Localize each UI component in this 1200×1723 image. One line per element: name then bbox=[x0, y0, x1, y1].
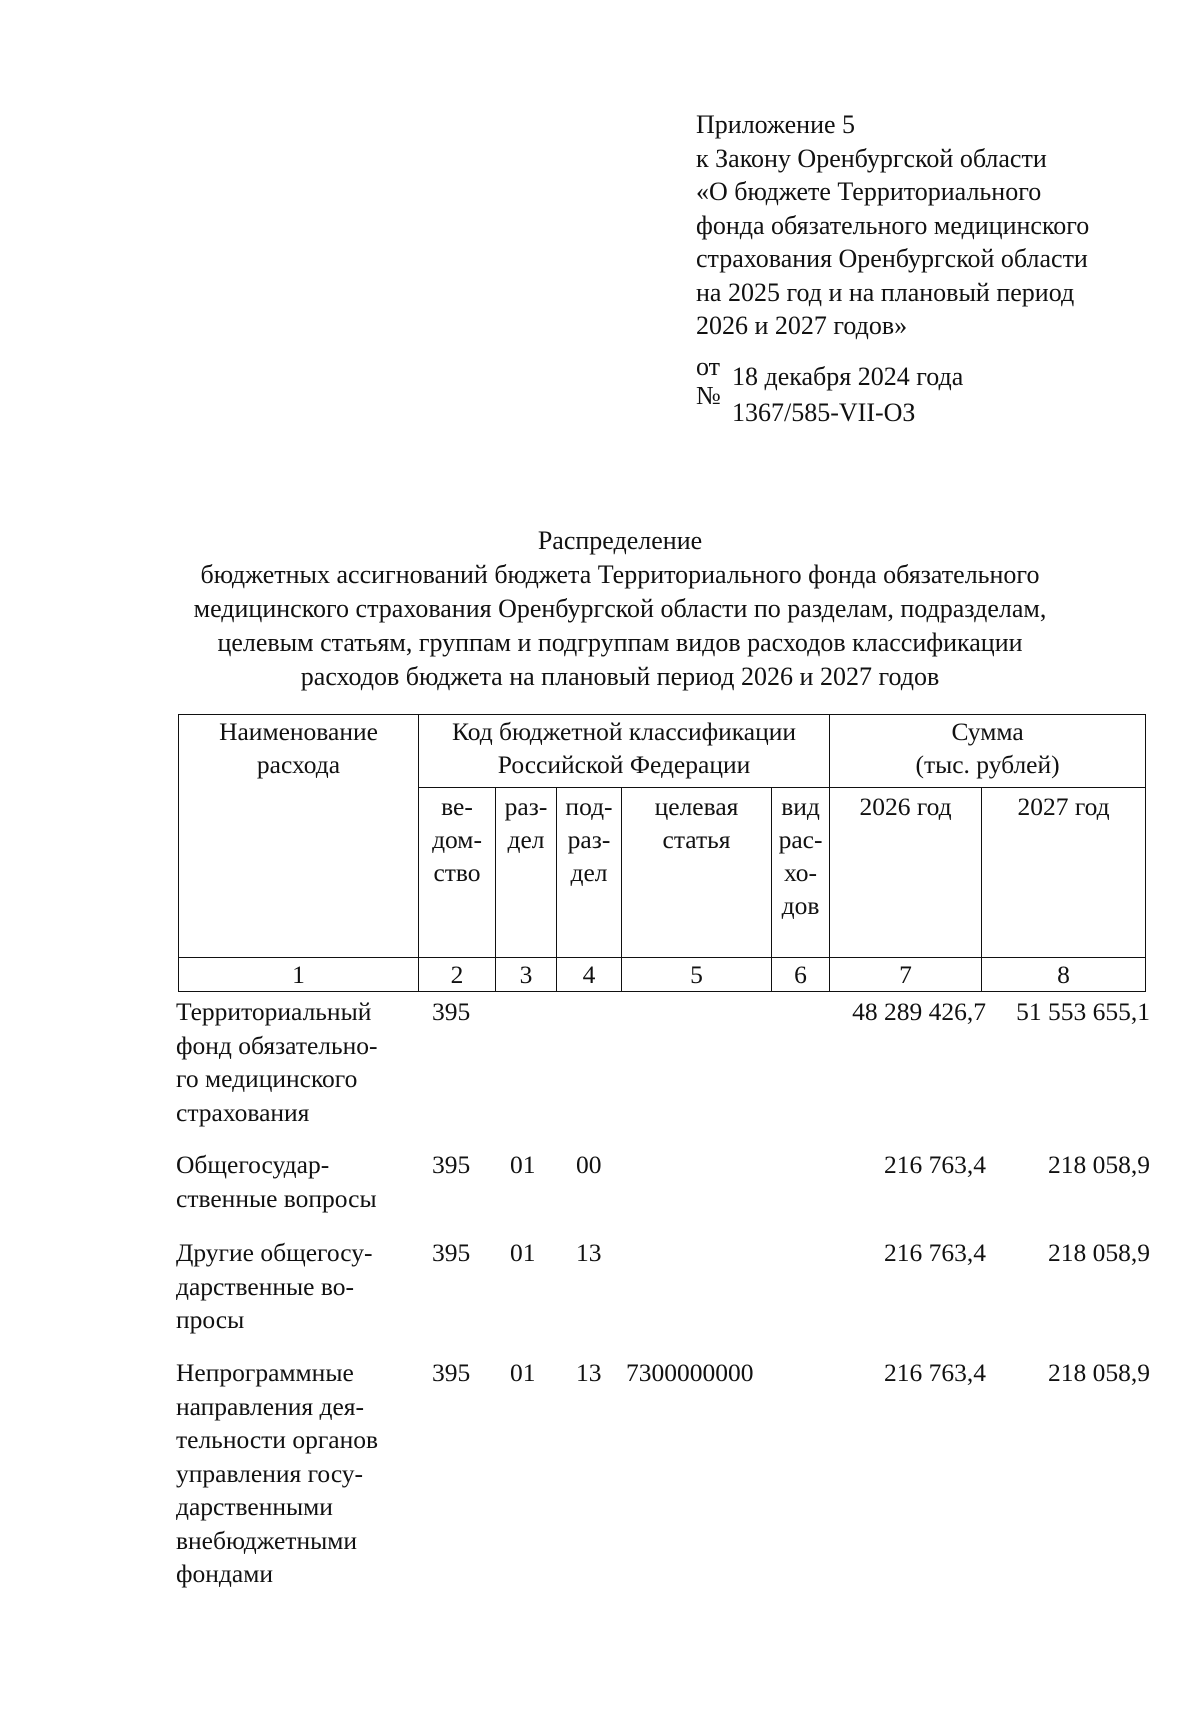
row-name bbox=[176, 1356, 416, 1591]
header-expense-type-cell bbox=[772, 788, 830, 958]
row-name-line: Непрограммные bbox=[176, 1358, 354, 1387]
row-name-line: страхования bbox=[176, 1097, 310, 1127]
title-line: целевым статьям, группам и подгруппам видов расходов классификации bbox=[217, 628, 1023, 657]
header-code-line: Код бюджетной классификации bbox=[451, 717, 797, 746]
row-2026-value: 216 763,4 bbox=[884, 1150, 986, 1179]
row-name-line: ственные вопросы bbox=[176, 1183, 377, 1213]
header-dept-cell bbox=[419, 788, 496, 958]
appendix-line: фонда обязательного медицинского bbox=[696, 210, 1090, 240]
row-name bbox=[176, 995, 416, 1129]
row-name-line: просы bbox=[176, 1305, 245, 1334]
row-section: 01 bbox=[510, 1238, 536, 1267]
column-number: 5 bbox=[622, 958, 772, 992]
row-2027-value: 51 553 655,1 bbox=[1016, 997, 1150, 1026]
row-name-line: го медицинского bbox=[176, 1064, 358, 1093]
header-dept-line: дом- bbox=[432, 825, 482, 854]
row-name-line: дарственными bbox=[176, 1492, 333, 1521]
header-expense-type-line: вид bbox=[781, 792, 820, 821]
row-name-line: Общегосудар- bbox=[176, 1150, 330, 1179]
column-number: 6 bbox=[772, 958, 830, 992]
row-name-line: фондами bbox=[176, 1559, 273, 1588]
row-dept: 395 bbox=[432, 1358, 471, 1387]
header-subsection-line: раз- bbox=[567, 825, 611, 854]
column-number: 3 bbox=[496, 958, 557, 992]
column-number: 8 bbox=[982, 958, 1146, 992]
row-name-line: управления госу- bbox=[176, 1458, 364, 1488]
row-name-line: внебюджетными bbox=[176, 1525, 358, 1555]
row-dept: 395 bbox=[432, 1150, 471, 1179]
appendix-line: страхования Оренбургской области bbox=[696, 244, 1088, 273]
row-subsection: 13 bbox=[576, 1358, 602, 1387]
appendix-line: «О бюджете Территориального bbox=[696, 177, 1042, 206]
appendix-line: к Закону Оренбургской области bbox=[696, 143, 1047, 173]
header-expense-type-line: рас- bbox=[778, 825, 823, 854]
from-label: от bbox=[696, 352, 721, 381]
header-target-cell bbox=[622, 788, 772, 958]
header-dept-line: ство bbox=[433, 858, 481, 887]
title-line: расходов бюджета на плановый период 2026 и 2027 годов bbox=[300, 662, 940, 691]
row-2027-value: 218 058,9 bbox=[1048, 1150, 1150, 1179]
header-year-2027: 2027 год bbox=[982, 788, 1146, 958]
row-target: 7300000000 bbox=[626, 1358, 754, 1387]
row-name bbox=[176, 1236, 416, 1337]
column-number: 7 bbox=[830, 958, 982, 992]
row-section: 01 bbox=[510, 1150, 536, 1179]
header-expense-type-line: хо- bbox=[784, 858, 818, 887]
header-name-cell bbox=[179, 715, 419, 958]
header-section-line: дел bbox=[507, 825, 545, 854]
document-title bbox=[160, 524, 1080, 694]
row-dept: 395 bbox=[432, 1238, 471, 1267]
row-section: 01 bbox=[510, 1358, 536, 1387]
header-name-line: расхода bbox=[256, 750, 341, 779]
header-code-line: Российской Федерации bbox=[497, 750, 751, 779]
header-target-line: целевая bbox=[654, 792, 739, 821]
appendix-block bbox=[696, 108, 1176, 343]
header-expense-type-line: дов bbox=[781, 891, 820, 920]
header-subsection-line: дел bbox=[570, 858, 608, 887]
row-name-line: направления дея- bbox=[176, 1391, 365, 1421]
column-number: 2 bbox=[419, 958, 496, 992]
row-dept: 395 bbox=[432, 997, 471, 1026]
row-2026-value: 48 289 426,7 bbox=[852, 997, 986, 1026]
row-2026-value: 216 763,4 bbox=[884, 1358, 986, 1387]
appendix-line: на 2025 год и на плановый период bbox=[696, 277, 1075, 307]
row-subsection: 00 bbox=[576, 1150, 602, 1179]
row-name-line: Другие общегосу- bbox=[176, 1238, 373, 1267]
header-sum-line: Сумма bbox=[951, 717, 1024, 746]
row-name-line: тельности органов bbox=[176, 1425, 379, 1454]
header-section-cell bbox=[496, 788, 557, 958]
column-number: 1 bbox=[179, 958, 419, 992]
header-sum-line: (тыс. рублей) bbox=[915, 750, 1060, 779]
title-line: бюджетных ассигнований бюджета Территориального фонда обязательного bbox=[200, 560, 1040, 589]
header-year-2026: 2026 год bbox=[830, 788, 982, 958]
header-dept-line: ве- bbox=[441, 792, 473, 821]
row-name-line: Территориальный bbox=[176, 997, 372, 1026]
row-name-line: фонд обязательно- bbox=[176, 1030, 378, 1060]
budget-table-header bbox=[178, 714, 1146, 992]
row-name-line: дарственные во- bbox=[176, 1271, 354, 1301]
column-number: 4 bbox=[557, 958, 622, 992]
appendix-line: 2026 и 2027 годов» bbox=[696, 311, 908, 340]
appendix-line: Приложение 5 bbox=[696, 110, 856, 139]
row-2027-value: 218 058,9 bbox=[1048, 1238, 1150, 1267]
header-section-line: раз- bbox=[504, 792, 548, 821]
row-2027-value: 218 058,9 bbox=[1048, 1358, 1150, 1387]
row-subsection: 13 bbox=[576, 1238, 602, 1267]
title-line: Распределение bbox=[537, 526, 703, 555]
header-sum-cell bbox=[830, 715, 1146, 788]
number-label: № bbox=[696, 381, 721, 410]
law-number: 1367/585-VII-ОЗ bbox=[732, 398, 916, 427]
header-subsection-cell bbox=[557, 788, 622, 958]
header-name-line: Наименование bbox=[219, 717, 378, 746]
row-2026-value: 216 763,4 bbox=[884, 1238, 986, 1267]
header-code-cell bbox=[419, 715, 830, 788]
header-subsection-line: под- bbox=[565, 792, 613, 821]
row-name bbox=[176, 1148, 416, 1215]
header-target-line: статья bbox=[662, 825, 731, 854]
law-date: 18 декабря 2024 года bbox=[732, 362, 964, 391]
title-line: медицинского страхования Оренбургской области по разделам, подразделам, bbox=[193, 594, 1047, 623]
